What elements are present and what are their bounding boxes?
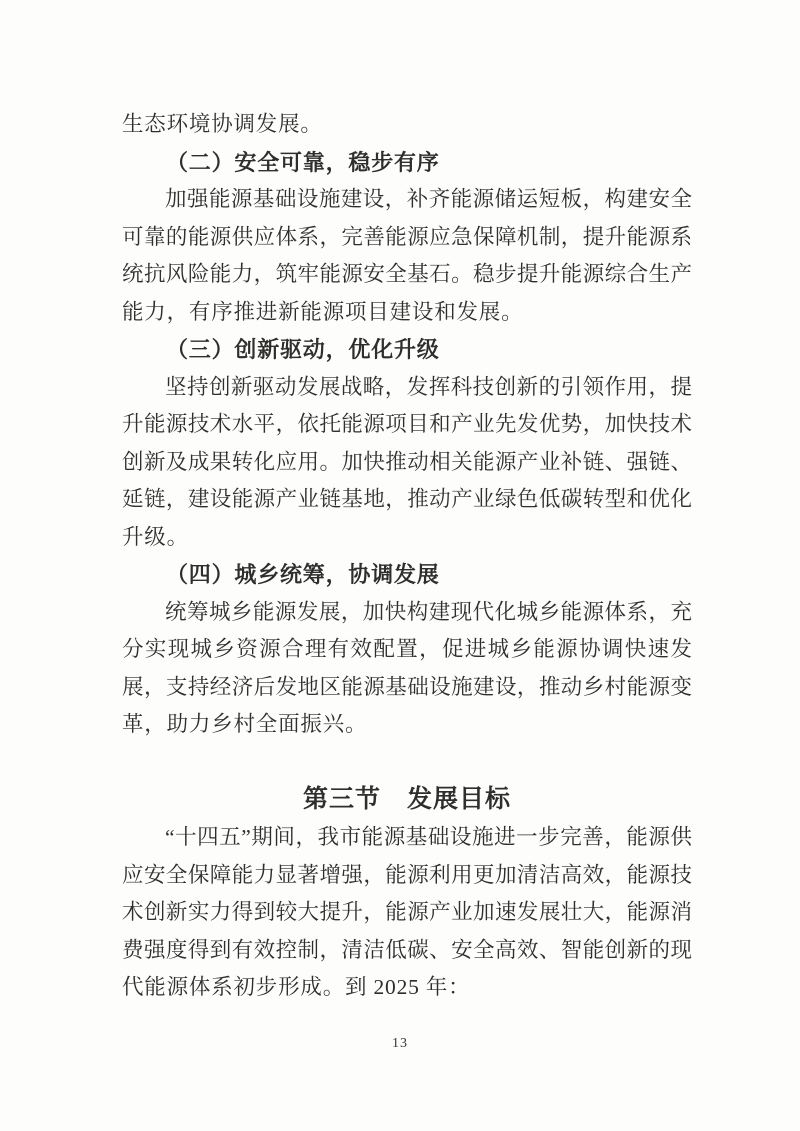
subheading-2: （二）安全可靠，稳步有序	[166, 149, 440, 175]
body-line: 可靠的能源供应体系，完善能源应急保障机制，提升能源系	[122, 224, 692, 249]
body-line: 术创新实力得到较大提升，能源产业加速发展壮大，能源消	[122, 900, 692, 924]
body-line: 展，支持经济后发地区能源基础设施建设，推动乡村能源变	[122, 674, 692, 699]
body-line: 革，助力乡村全面振兴。	[122, 712, 368, 736]
body-line: 升能源技术水平，依托能源项目和产业先发优势，加快技术	[122, 412, 692, 436]
body-line: 创新及成果转化应用。加快推动相关能源产业补链、强链、	[122, 449, 692, 474]
body-line: 加强能源基础设施建设，补齐能源储运短板，构建安全	[165, 187, 692, 211]
body-line: 统筹城乡能源发展，加快构建现代化城乡能源体系，充	[165, 599, 692, 624]
body-line: 生态环境协调发展。	[122, 112, 323, 136]
subheading-4: （四）城乡统筹，协调发展	[166, 562, 440, 587]
body-line: 应安全保障能力显著增强，能源利用更加清洁高效，能源技	[122, 862, 692, 887]
subheading-3: （三）创新驱动，优化升级	[166, 337, 440, 362]
body-line: 分实现城乡资源合理有效配置，促进城乡能源协调快速发	[122, 637, 692, 661]
body-line: 升级。	[122, 524, 189, 549]
body-line: 代能源体系初步形成。到 2025 年：	[122, 975, 471, 999]
body-line: 费强度得到有效控制，清洁低碳、安全高效、智能创新的现	[122, 937, 692, 962]
body-line: “十四五”期间，我市能源基础设施进一步完善，能源供	[165, 825, 692, 849]
section-title: 第三节 发展目标	[302, 786, 511, 813]
body-line: 统抗风险能力，筑牢能源安全基石。稳步提升能源综合生产	[122, 262, 692, 286]
document-content	[122, 106, 692, 1007]
body-line: 延链，建设能源产业链基地，推动产业绿色低碳转型和优化	[122, 487, 692, 511]
page-number: 13	[392, 1036, 408, 1051]
body-line: 能力，有序推进新能源项目建设和发展。	[122, 299, 524, 324]
body-line: 坚持创新驱动发展战略，发挥科技创新的引领作用，提	[165, 374, 692, 399]
